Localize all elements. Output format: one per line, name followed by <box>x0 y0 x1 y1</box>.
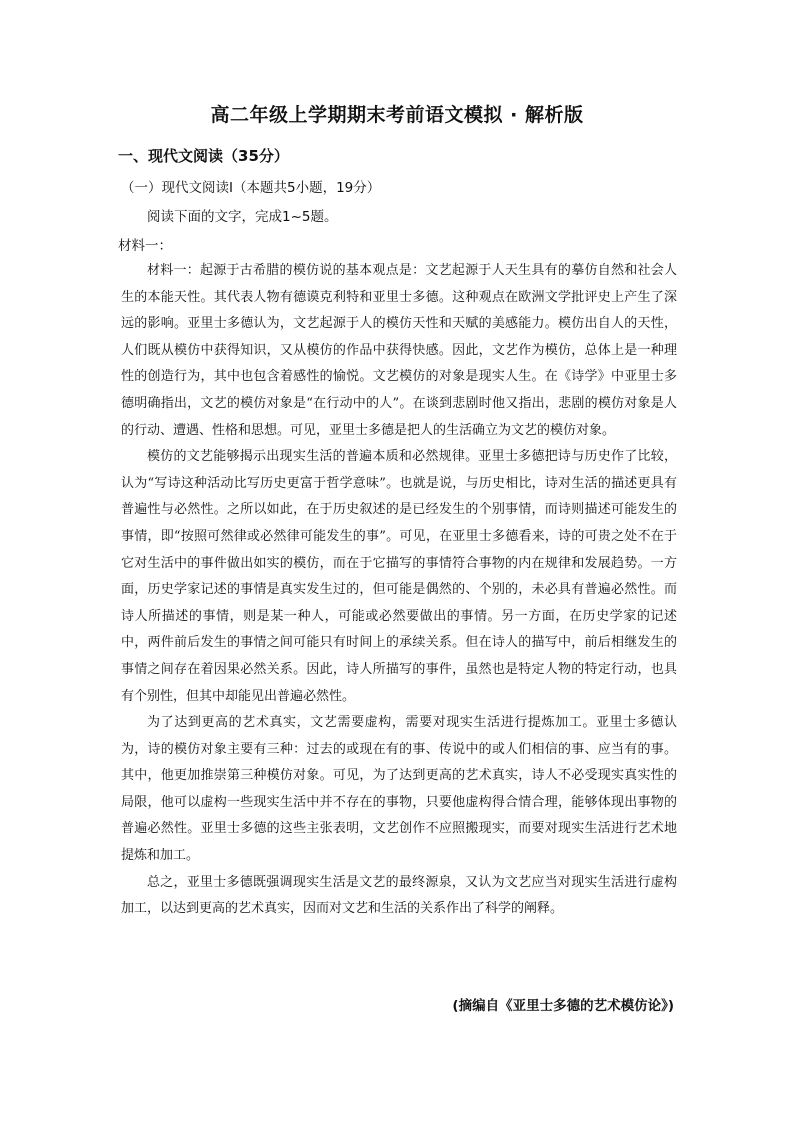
instruction-text: 阅读下面的文字，完成1~5题。 <box>147 209 338 225</box>
material-label: 材料一： <box>118 238 172 254</box>
paragraph-2: 模仿的文艺能够揭示出现实生活的普遍本质和必然规律。亚里士多德把诗与历史作了比较，认为“写诗这种活动比写历史更富于哲学意味”。也就是说，与历史相比，诗对生活的描述更具有普遍性与必然性。之所以如此，在于历史叙述的是已经发生的个别事情，而诗则描述可能发生的事情，即“按照可然律或必然律可能发生的事”。可见，在亚里士多德看来，诗的可贵之处不在于它对生活中的事件做出如实的模仿，而在于它描写的事情符合事物的内在规律和发展趋势。一方面，历史学家记述的事情是真实发生过的，但可能是偶然的、个别的，未必具有普遍必然性。而诗人所描述的事情，则是某一种人，可能或必然要做出的事情。另一方面，在历史学家的记述中，两件前后发生的事情之间可能只有时间上的承续关系。但在诗人的描写中，前后相继发生的事情之间存在着因果必然关系。因此，诗人所描写的事件，虽然也是特定人物的特定行动，也具有个别性，但其中却能见出普遍必然性。 <box>121 449 677 704</box>
paragraph-3: 为了达到更高的艺术真实，文艺需要虚构，需要对现实生活进行提炼加工。亚里士多德认为，诗的模仿对象主要有三种：过去的或现在有的事、传说中的或人们相信的事、应当有的事。其中，他更加推崇第三种模仿对象。可见，为了达到更高的艺术真实，诗人不必受现实真实性的局限，他可以虚构一些现实生活中并不存在的事物，只要他虚构得合情合理，能够体现出事物的普遍必然性。亚里士多德的这些主张表明，文艺创作不应照搬现实，而要对现实生活进行艺术地提炼和加工。 <box>121 715 677 864</box>
reading-passage <box>121 258 677 923</box>
document-title: 高二年级上学期期末考前语文模拟 · 解析版 <box>210 104 584 126</box>
paragraph-4: 总之，亚里士多德既强调现实生活是文艺的最终源泉，又认为文艺应当对现实生活进行虚构加工，以达到更高的艺术真实，因而对文艺和生活的关系作出了科学的阐释。 <box>121 874 677 917</box>
paragraph-1: 材料一：起源于古希腊的模仿说的基本观点是：文艺起源于人天生具有的摹仿自然和社会人生的本能天性。其代表人物有德谟克利特和亚里士多德。这种观点在欧洲文学批评史上产生了深远的影响。亚里士多德认为，文艺起源于人的模仿天性和天赋的美感能力。模仿出自人的天性，人们既从模仿中获得知识，又从模仿的作品中获得快感。因此，文艺作为模仿，总体上是一种理性的创造行为，其中也包含着感性的愉悦。文艺模仿的对象是现实人生。在《诗学》中亚里士多德明确指出，文艺的模仿对象是“在行动中的人”。在谈到悲剧时他又指出，悲剧的模仿对象是人的行动、遭遇、性格和思想。可见，亚里士多德是把人的生活确立为文艺的模仿对象。 <box>121 263 677 438</box>
section-heading: 一、现代文阅读（35分） <box>118 147 289 165</box>
source-citation: (摘编自《亚里士多德的艺术模仿论》) <box>452 998 674 1014</box>
subsection-heading: （一）现代文阅读Ⅰ（本题共5小题，19分） <box>121 180 381 196</box>
